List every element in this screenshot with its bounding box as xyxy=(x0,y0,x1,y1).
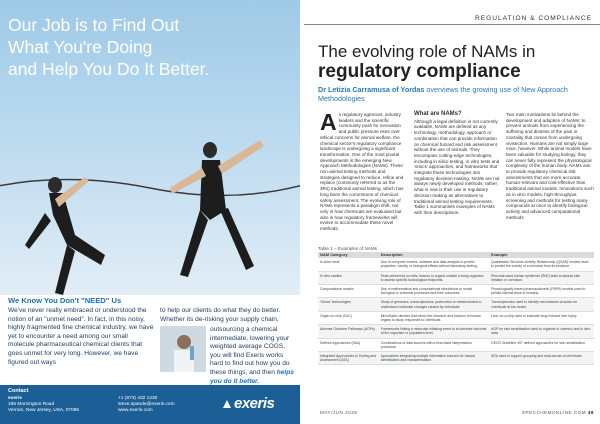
acrobat-figure-right xyxy=(150,70,290,295)
title-line-1: The evolving role of NAMs in xyxy=(318,42,536,61)
acrobat-figure-left xyxy=(15,95,135,295)
helps-you-link[interactable]: helps you do it better. xyxy=(210,368,294,385)
contact-phone: +1 (973) 432 1230 xyxy=(118,396,158,401)
advert-body-lead-in: to help our clients do what they do better. Whether its de-risking your supply chain, xyxy=(160,307,281,323)
table-cell: OECD Guideline 497 defined approaches for skin sensitisation. xyxy=(489,338,594,351)
table-row xyxy=(318,298,594,311)
article-page xyxy=(300,0,600,424)
table-cell: Use of mathematical and computational simulations to model biological or chemical processes and their outcomes. xyxy=(379,285,489,298)
table-cell: Quantitative Structure-Activity Relationship (QSAR) models used to predict the toxicity of a chemical from its structure. xyxy=(489,258,594,271)
advert-hero-image xyxy=(0,0,300,295)
lab-scientist-photo xyxy=(160,326,206,372)
table-header-cell: NAM Category xyxy=(318,252,379,258)
table-cell: 'Omics' technologies xyxy=(318,298,379,311)
table-header-cell: Example xyxy=(489,252,594,258)
table-cell: Organ-on-chip (OoC) xyxy=(318,311,379,324)
table-cell: Physiologically based pharmacokinetic (PBPK) models used to predict internal dose in humans. xyxy=(489,285,594,298)
table-cell: Adverse Outcome Pathways (AOPs) xyxy=(318,325,379,338)
nam-examples-table xyxy=(318,252,594,365)
table-cell: Defined Approaches (DAs) xyxy=(318,338,379,351)
contact-name: exeris xyxy=(8,396,22,401)
table-cell: Tests performed on cells, tissues or organs outside a living organism to assess specific toxicological endpoints. xyxy=(379,271,489,284)
article-byline xyxy=(318,85,590,103)
table-cell: Computational models xyxy=(318,285,379,298)
table-header-cell: Description xyxy=(379,252,489,258)
column-2-text: Although a legal definition is not currently available, NAMs are defined as any technology, methodology, approach or combination that can provide information on chemical hazard and risk assessment without the use of animals. They encompass cutting-edge technologies, including in silico testing, in vitro tests and 'omics' approaches, and frameworks that integrate these technologies into regulatory decision-making. NAMs are not always newly developed methods; rather, what is new is their use in regulatory decision-making as alternatives to traditional animal testing requirements. Table 1 summarises examples of NAMs with their descriptions. xyxy=(414,118,500,215)
table-row xyxy=(318,352,594,365)
title-line-2: regulatory compliance xyxy=(318,60,521,82)
advert-body-text: outsourcing a chemical intermediate, lowering your weighted average COGS, you will find Exeris works hard to find out how you do these things, and then xyxy=(210,326,290,376)
table-cell: In silico tests xyxy=(318,258,379,271)
advert-contact-bar xyxy=(0,385,300,424)
author-affiliation: of Yordas xyxy=(391,85,425,94)
table-row xyxy=(318,338,594,351)
table-cell: Integrated Approaches to Testing and Assessment (IATA) xyxy=(318,352,379,365)
table-caption: Table 1 – Examples of NAMs xyxy=(318,246,377,251)
article-title xyxy=(318,42,588,81)
hero-line: Our Job is to Find Out xyxy=(8,15,180,35)
table-cell: AOP for skin sensitisation used to organise in chemico and in vitro data. xyxy=(489,325,594,338)
advert-body-column-1: We've never really embraced or understood the notion of an "unmet need". In fact, in this noisy, highly fragmented fine chemical industry, we have yet to encounter a need among our small molecule pharmaceutical chemical clients that goes unmet for very long. However, we have figured out ways xyxy=(8,307,154,366)
table-cell: Microfluidic devices that mimic the structure and function of human organs to study responses to chemicals. xyxy=(379,311,489,324)
footer-date: MAY/JUN 2025 xyxy=(320,410,358,415)
section-header: REGULATION & COMPLIANCE xyxy=(474,15,592,22)
table-cell: IATA used to support grouping and read-across of chemicals. xyxy=(489,352,594,365)
contact-details xyxy=(118,396,228,414)
drop-cap: A xyxy=(320,109,337,135)
table-cell: Liver-on-a-chip used to evaluate drug-induced liver injury. xyxy=(489,311,594,324)
table-row xyxy=(318,258,594,271)
footer-site: SPECCHEMONLINE.COM xyxy=(521,410,587,415)
table-cell: Frameworks linking a molecular initiating event to an adverse outcome at the organism or population level. xyxy=(379,325,489,338)
table-cell: Combinations of data sources with a fixed data interpretation procedure. xyxy=(379,338,489,351)
scientist-image xyxy=(160,326,206,372)
article-column-1 xyxy=(320,109,406,232)
contact-website[interactable]: www.exeris.com xyxy=(118,408,153,413)
subheading-what-are-nams: What are NAMs? xyxy=(414,111,462,117)
article-column-2 xyxy=(414,112,500,216)
page-number: 49 xyxy=(587,410,594,415)
table-row xyxy=(318,285,594,298)
table-cell: Use of computer models, software and data analysis to predict properties, toxicity or biological effects without laboratory testing. xyxy=(379,258,489,271)
contact-label: Contact xyxy=(8,388,29,394)
article-column-3: Two main motivations lie behind the development and adoption of NAMs: to prevent animals from experiencing the suffering and distress of the pain or mortality that comes from undergoing vivisection. Humans are not simply large mice, however. While animal models have been valuable for studying biology, they can never fully represent the physiological complexity of the human body. NAMs aim to provide regulatory chemical risk assessments that are more accurate, human-relevant and cost-effective than traditional animal models. Innovations such as in vitro models, high-throughput screening and methods for testing many compounds at once to identify biological activity and advanced computational methods xyxy=(506,112,594,220)
table-row xyxy=(318,271,594,284)
advert-body-column-2 xyxy=(210,326,296,386)
table-cell: Reconstructed human epidermis (RhE) tests to assess skin irritation or corrosion. xyxy=(489,271,594,284)
table-cell: Study of genomics, transcriptomics, proteomics or metabolomics to understand molecular changes caused by chemicals. xyxy=(379,298,489,311)
exeris-logo: exeris xyxy=(234,395,275,412)
table-row xyxy=(318,311,594,324)
table-cell: Transcriptomics used to identify mechanisms of action for chemicals at low doses. xyxy=(489,298,594,311)
hero-line: What You're Doing xyxy=(8,37,153,57)
table-row xyxy=(318,325,594,338)
contact-street: 195 Mornington Road xyxy=(8,402,55,407)
author-name: Dr Letizia Carramusa xyxy=(318,85,390,94)
table-cell: Approaches integrating multiple information sources for hazard identification and characterisation. xyxy=(379,352,489,365)
column-1-text: s regulatory agencies, industry leaders and the scientific community push for innovation and public pressure rises over ethical concerns for animal welfare, the chemical sector's regulatory compliance landscape is undergoing a significant transformation. One of the most pivotal developments is the emerging New Approach Methodologies (NAMs). These non-animal testing methods and strategies designed to reduce, refine and replace (commonly referred to as the 3Rs) traditional animal testing, which has long been the cornerstone of chemical safety assessment. The evolving role of NAMs represents a paradigm shift, not only in how chemicals are evaluated but also in how regulatory frameworks will evolve to accommodate these novel methods. xyxy=(320,112,404,232)
exeris-logo-mark-icon xyxy=(222,399,232,409)
footer-publication xyxy=(522,410,594,415)
byline-summary: overviews the growing use of New Approach Methodologies xyxy=(318,85,568,103)
table-cell: In vitro studies xyxy=(318,271,379,284)
advert-headline: We Know You Don't "NEED" Us xyxy=(8,296,122,305)
section-divider xyxy=(304,24,600,25)
contact-address xyxy=(8,396,128,414)
hero-line: and Help You Do It Better. xyxy=(8,59,210,79)
contact-email[interactable]: steve.spande@exeris.com xyxy=(118,402,175,407)
contact-city: Vernon, New Jersey, USA, 07095 xyxy=(8,408,80,413)
